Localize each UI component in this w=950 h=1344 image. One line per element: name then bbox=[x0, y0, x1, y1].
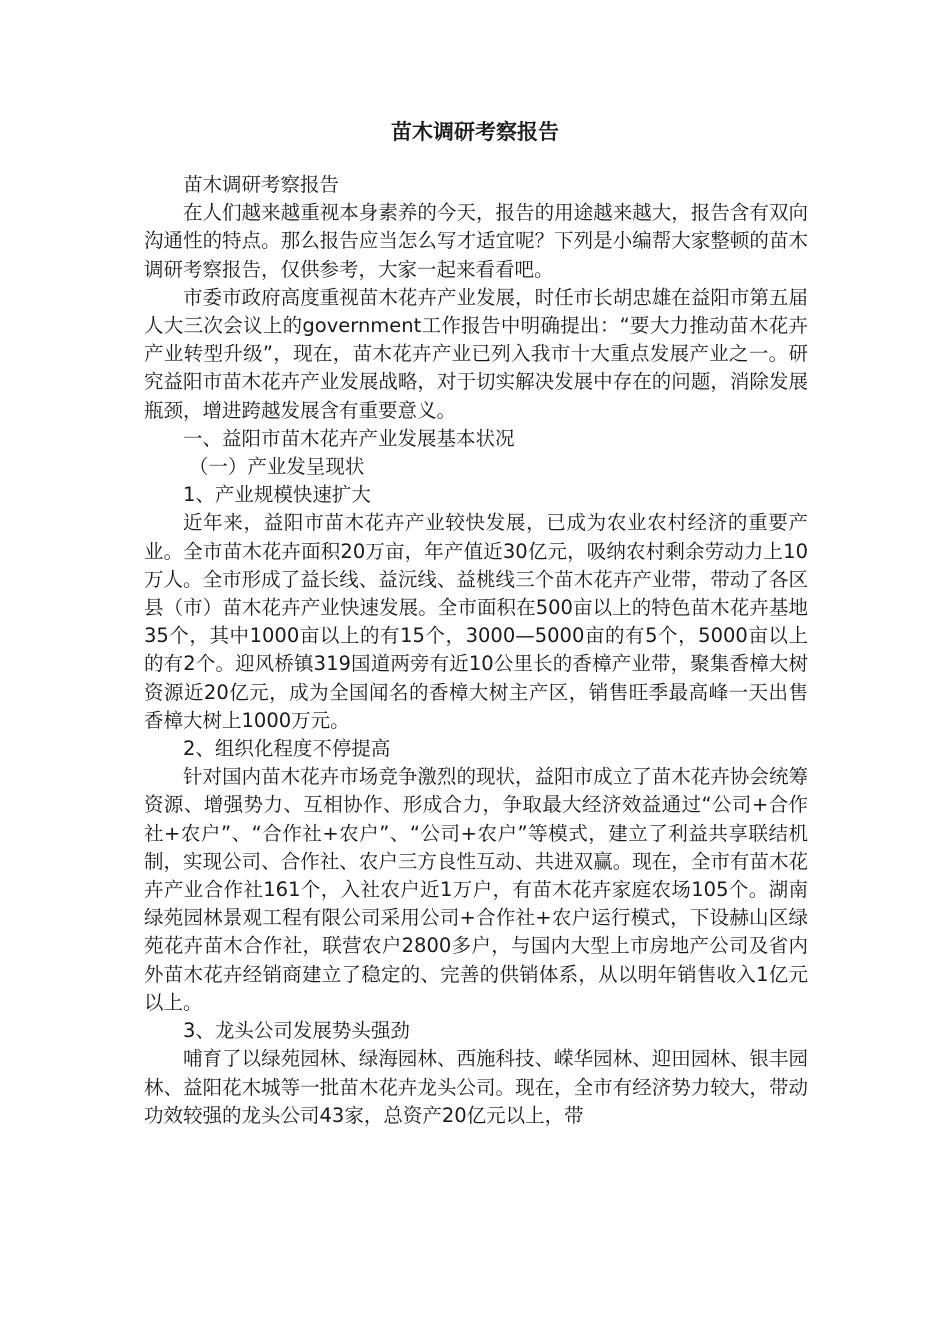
section-heading-1: 一、益阳市苗木花卉产业发展基本状况 bbox=[183, 426, 515, 450]
document-title: 苗木调研考察报告 bbox=[391, 120, 559, 144]
subsection-heading-1: （一）产业发呈现状 bbox=[188, 455, 365, 479]
document-body bbox=[144, 171, 808, 1130]
paragraph-intro: 在人们越来越重视本身素养的今天，报告的用途越来越大，报告含有双向沟通性的特点。那么报告应当怎么写才适宜呢？下列是小编帮大家整顿的苗木调研考察报告，仅供参考，大家一起来看看吧。 bbox=[144, 201, 808, 281]
paragraph-organization: 针对国内苗木花卉市场竞争激烈的现状，益阳市成立了苗木花卉协会统筹资源、增强势力、互相协作、形成合力，争取最大经济效益通过“公司+合作社+农户”、“合作社+农户”、“公司+农户”等模式，建立了利益共享联结机制，实现公司、合作社、农户三方良性互动、共进双赢。现在，全市有苗木花卉产业合作社161个，入社农户近1万户，有苗木花卉家庭农场105个。湖南绿苑园林景观工程有限公司采用公司+合作社+农户运行模式，下设赫山区绿苑花卉苗木合作社，联营农户2800多户，与国内大型上市房地产公司及省内外苗木花卉经销商建立了稳定的、完善的供销体系，从以明年销售收入1亿元以上。 bbox=[144, 765, 808, 1014]
paragraph-leading-companies: 哺育了以绿苑园林、绿海园林、西施科技、嵘华园林、迎田园林、银丰园林、益阳花木城等一批苗木花卉龙头公司。现在，全市有经济势力较大，带动功效较强的龙头公司43家，总资产20亿元以上，带 bbox=[144, 1047, 808, 1127]
item-heading-1: 1、产业规模快速扩大 bbox=[183, 483, 371, 507]
item-heading-3: 3、龙头公司发展势头强劲 bbox=[183, 1019, 410, 1043]
item-heading-2: 2、组织化程度不停提高 bbox=[183, 737, 391, 761]
paragraph-background: 市委市政府高度重视苗木花卉产业发展，时任市长胡忠雄在益阳市第五届人大三次会议上的government工作报告中明确提出：“要大力推动苗木花卉产业转型升级”，现在，苗木花卉产业已列入我市十大重点发展产业之一。研究益阳市苗木花卉产业发展战略，对于切实解决发展中存在的问题，消除发展瓶颈，增进跨越发展含有重要意义。 bbox=[144, 285, 808, 422]
paragraph-scale: 近年来，益阳市苗木花卉产业较快发展，已成为农业农村经济的重要产业。全市苗木花卉面积20万亩，年产值近30亿元，吸纳农村剩余劳动力上10万人。全市形成了益长线、益沅线、益桃线三个苗木花卉产业带，带动了各区县（市）苗木花卉产业快速发展。全市面积在500亩以上的特色苗木花卉基地35个，其中1000亩以上的有15个，3000—5000亩的有5个，5000亩以上的有2个。迎风桥镇319国道两旁有近10公里长的香樟产业带，聚集香樟大树资源近20亿元，成为全国闻名的香樟大树主产区，销售旺季最高峰一天出售香樟大树上1000万元。 bbox=[144, 511, 808, 732]
paragraph-subtitle: 苗木调研考察报告 bbox=[183, 173, 340, 196]
